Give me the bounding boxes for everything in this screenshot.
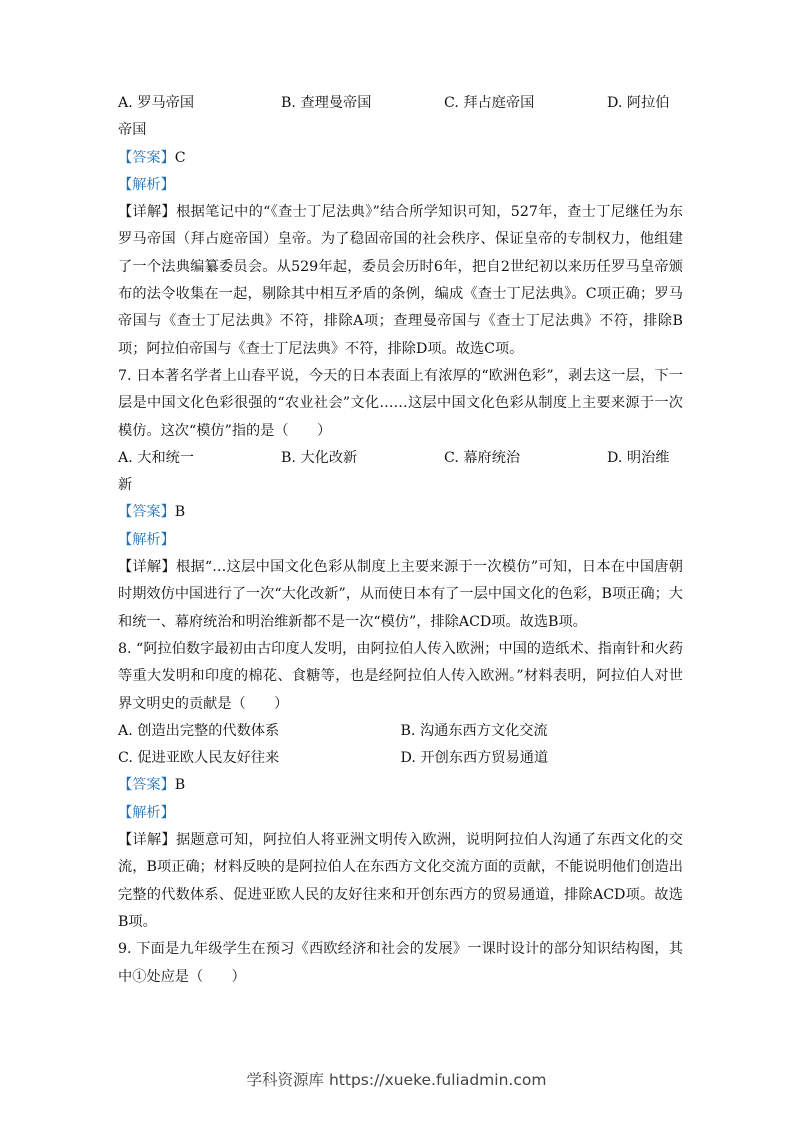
- q6-options: [118, 90, 683, 117]
- q6-option-a: A. 罗马帝国: [118, 95, 195, 111]
- watermark-footer: 学科资源库 https://xueke.fuliadmin.com: [246, 1071, 547, 1089]
- q8-option-b: B. 沟通东西方文化交流: [400, 722, 548, 739]
- q7-detail: [118, 554, 683, 636]
- analysis-label: 【解析】: [118, 531, 175, 548]
- q9-stem: 9. 下面是九年级学生在预习《西欧经济和社会的发展》一课时设计的部分知识结构图，其中①处应是（ ）: [118, 941, 683, 985]
- analysis-label: 【解析】: [118, 804, 175, 821]
- document-body: [118, 90, 683, 991]
- q8-detail: [118, 827, 683, 936]
- q7-option-b: B. 大化改新: [281, 449, 358, 466]
- q8-analysis-label: [118, 800, 683, 827]
- detail-label: 【详解】: [118, 559, 176, 576]
- q7-option-wrap: 新: [118, 477, 133, 494]
- q7-option-a: A. 大和统一: [118, 449, 195, 466]
- q6-detail: [118, 199, 683, 363]
- q8-options-row-1: [118, 718, 683, 745]
- detail-label: 【详解】: [118, 204, 177, 221]
- answer-value: B: [174, 777, 186, 794]
- q6-option-d: D. 阿拉伯: [607, 95, 670, 111]
- analysis-label: 【解析】: [118, 176, 175, 193]
- answer-label: 【答案】: [118, 149, 175, 166]
- detail-label: 【详解】: [118, 832, 176, 849]
- q8-option-d: D. 开创东西方贸易通道: [400, 750, 549, 767]
- q7-option-c: C. 幕府统治: [444, 449, 521, 466]
- q6-analysis-label: [118, 172, 683, 199]
- q6-option-b: B. 查理曼帝国: [281, 95, 372, 111]
- q8-answer: [118, 772, 683, 799]
- answer-value: B: [174, 504, 186, 521]
- detail-text: 根据笔记中的“《查士丁尼法典》”结合所学知识可知，527年，查士丁尼继任为东罗马帝国（拜占庭帝国）皇帝。为了稳固帝国的社会秩序、保证皇帝的专制权力，他组建了一个法典编纂委员会。从529年起，委员会历时6年，把自2世纪初以来历任罗马皇帝颁布的法令收集在一起，剔除其中相互矛盾的条例，编成《查士丁尼法典》。C项正确；罗马帝国与《查士丁尼法典》不符，排除A项；查理曼帝国与《查士丁尼法典》不符，排除B项；阿拉伯帝国与《查士丁尼法典》不符，排除D项。故选C项。: [118, 204, 683, 357]
- q6-option-wrap: 帝国: [118, 122, 147, 139]
- q7-option-d: D. 明治维: [607, 449, 670, 466]
- q8-stem: 8. “阿拉伯数字最初由古印度人发明，由阿拉伯人传入欧洲；中国的造纸术、指南针和火药等重大发明和印度的棉花、食糖等，也是经阿拉伯人传入欧洲。”材料表明，阿拉伯人对世界文明史的贡献是（ ）: [118, 640, 683, 712]
- answer-value: C: [174, 149, 186, 166]
- answer-label: 【答案】: [118, 504, 175, 521]
- q8-option-a: A. 创造出完整的代数体系: [118, 722, 280, 739]
- q8-option-c: C. 促进亚欧人民友好往来: [118, 750, 280, 767]
- q7-options: [118, 445, 683, 472]
- q7-stem: 7. 日本著名学者上山春平说，今天的日本表面上有浓厚的“欧洲色彩”，剥去这一层，下一层是中国文化色彩很强的“农业社会”文化……这层中国文化色彩从制度上主要来源于一次模仿。这次“模仿”指的是（ ）: [118, 367, 683, 439]
- q7-answer: [118, 499, 683, 526]
- q6-option-c: C. 拜占庭帝国: [444, 95, 535, 111]
- detail-text: 据题意可知，阿拉伯人将亚洲文明传入欧洲，说明阿拉伯人沟通了东西文化的交流，B项正确；材料反映的是阿拉伯人在东西方文化交流方面的贡献，不能说明他们创造出完整的代数体系、促进亚欧人民的友好往来和开创东西方的贸易通道，排除ACD项。故选B项。: [118, 832, 683, 930]
- q8-options-row-2: [118, 745, 683, 772]
- detail-text: 根据“…这层中国文化色彩从制度上主要来源于一次模仿”可知，日本在中国唐朝时期效仿中国进行了一次“大化改新”，从而使日本有了一层中国文化的色彩，B项正确；大和统一、幕府统治和明治维新都不是一次“模仿”，排除ACD项。故选B项。: [118, 559, 683, 630]
- q6-answer: [118, 145, 683, 172]
- q7-analysis-label: [118, 527, 683, 554]
- answer-label: 【答案】: [118, 777, 175, 794]
